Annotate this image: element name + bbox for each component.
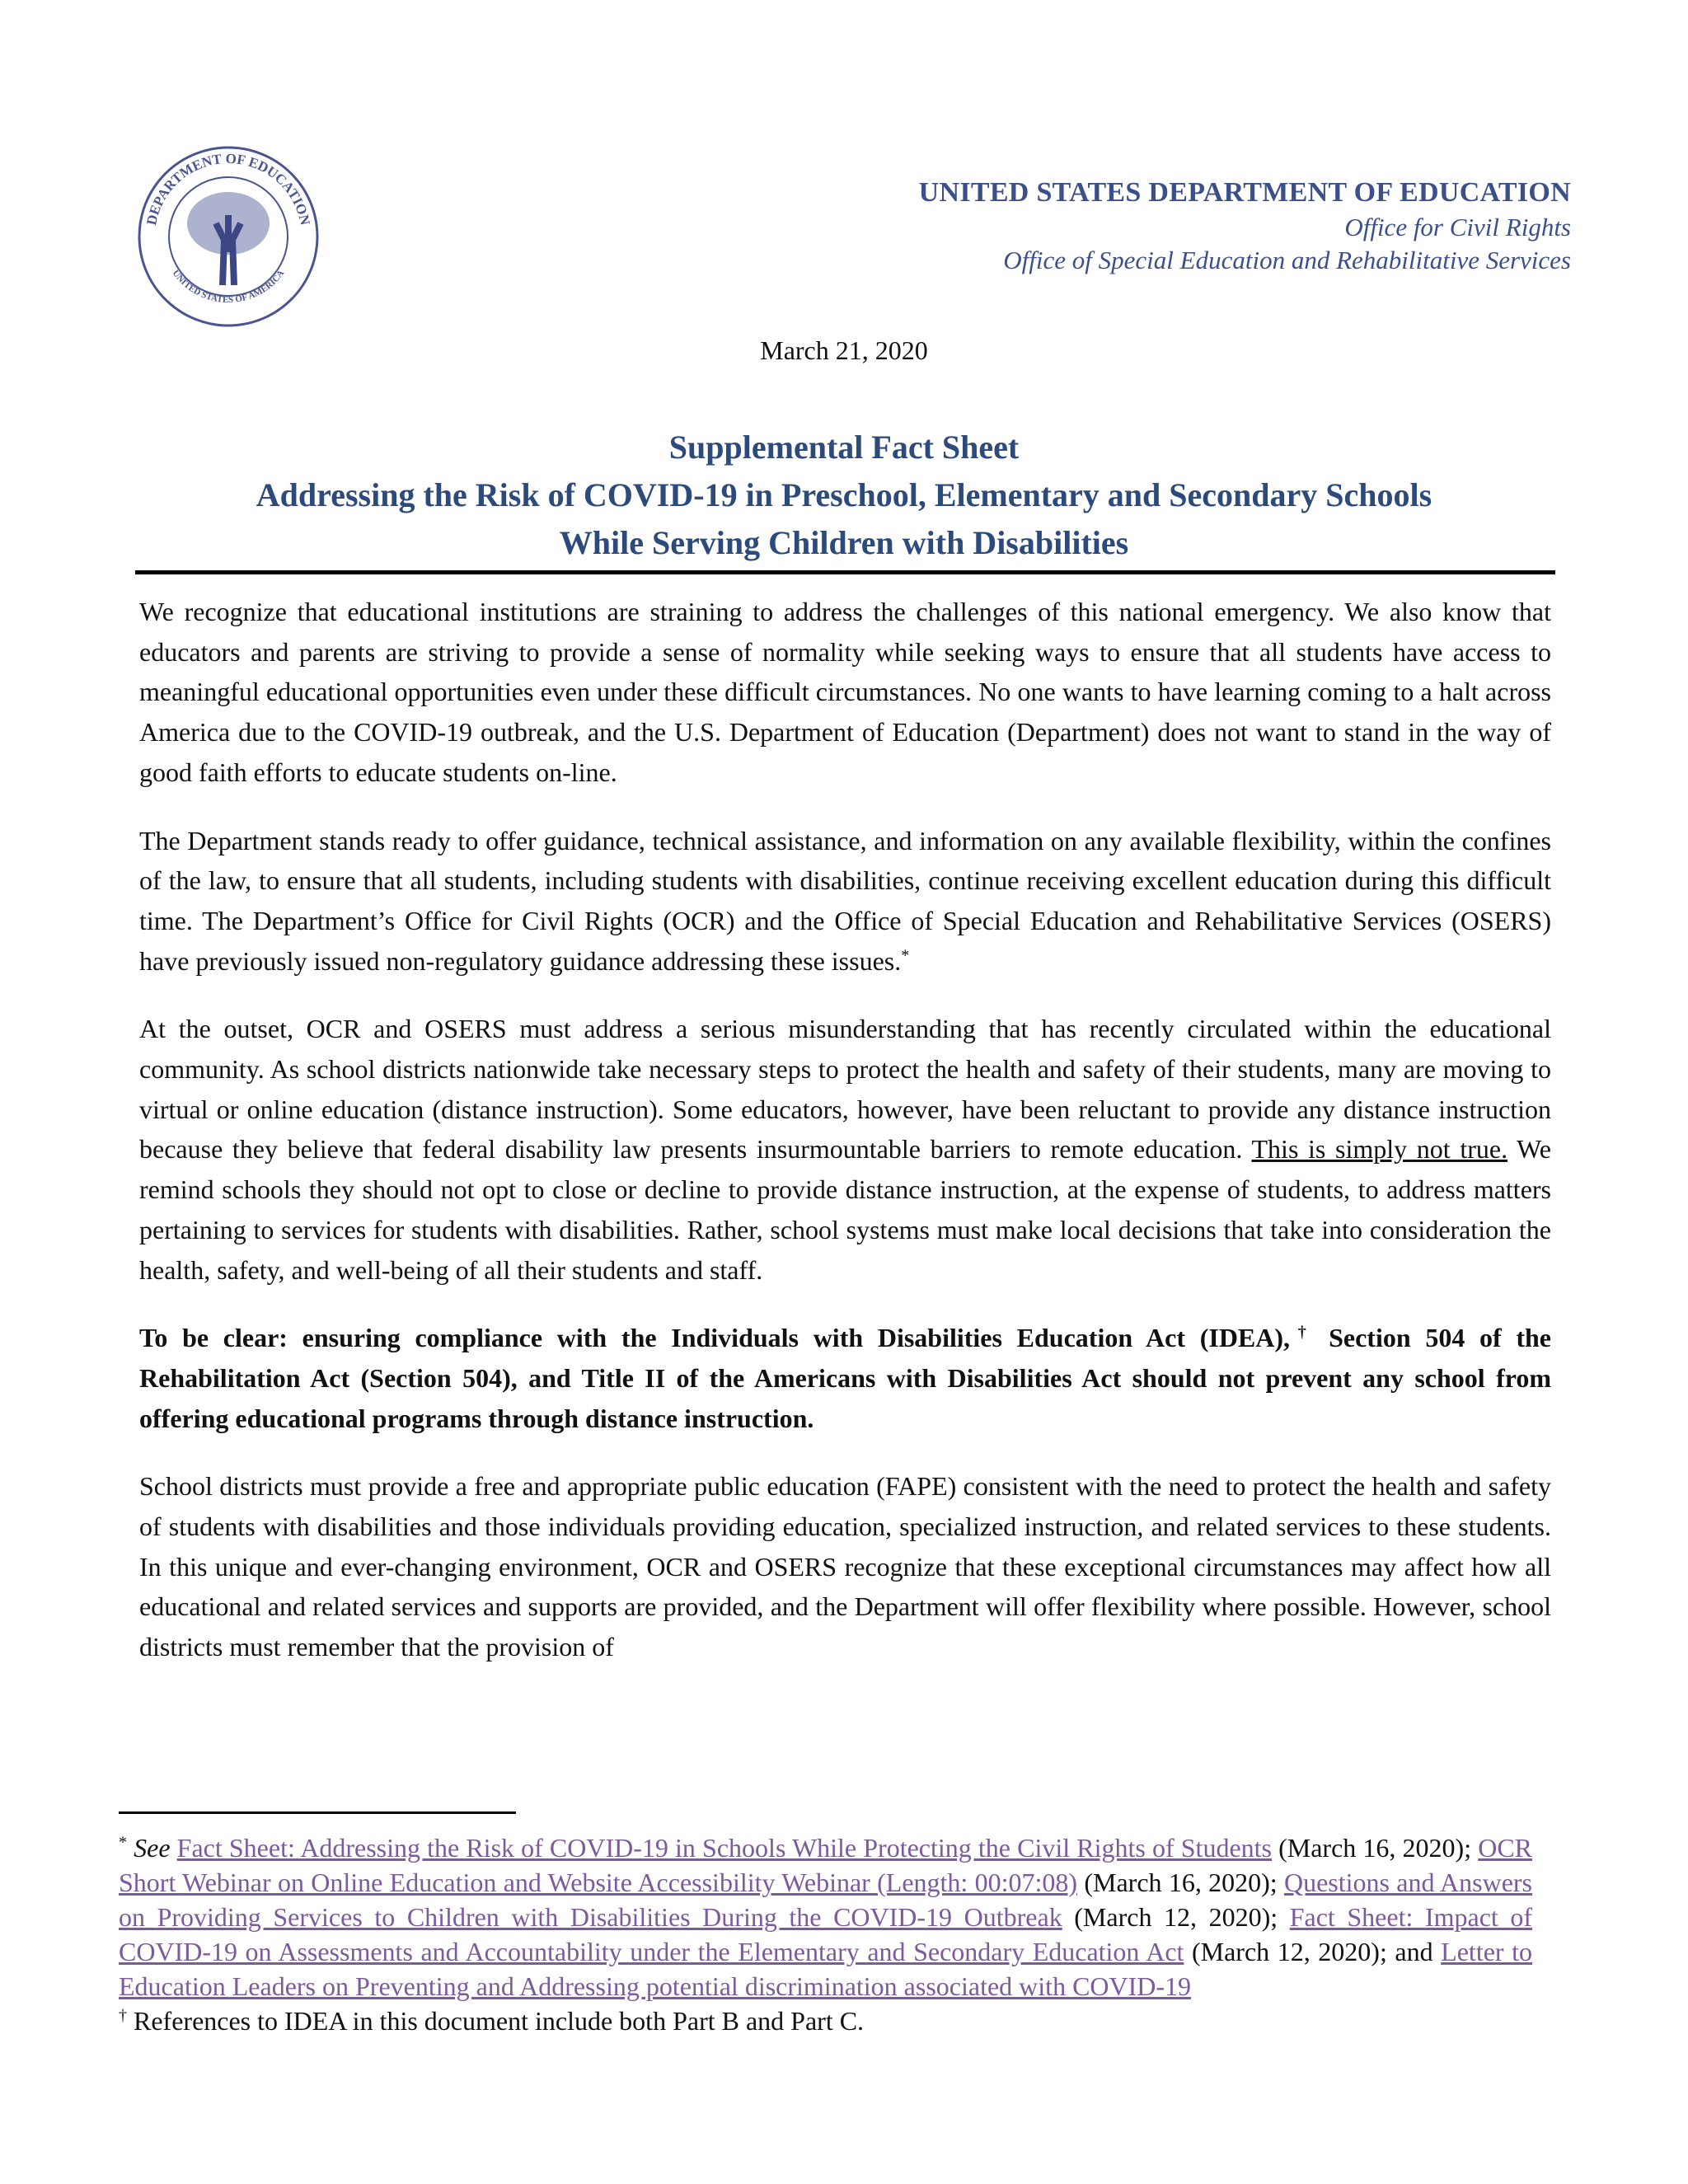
seal-top-text: DEPARTMENT OF EDUCATION	[143, 150, 313, 227]
link-ocr-webinar[interactable]: OCR Short Webinar on Online Education and Website Accessibility Webinar (Length: 00:07:08)	[119, 1833, 1532, 1897]
footnote-ref-1: *	[901, 945, 910, 964]
underlined-emphasis: This is simply not true.	[1251, 1134, 1508, 1165]
link-questions-and-answers[interactable]: Questions and Answers on Providing Services to Children with Disabilities During the COVID-19 Outbreak	[119, 1868, 1533, 1932]
footnote-2	[119, 2004, 1532, 2038]
link-letter-education-leaders[interactable]: Letter to Education Leaders on Preventing and Addressing potential discrimination associated with COVID-19	[119, 1937, 1533, 2001]
document-flow	[119, 592, 1553, 2038]
seal-bottom-text: UNITED STATES OF AMERICA	[170, 268, 287, 306]
footnote-date-4: (March 12, 2020); and	[1184, 1937, 1442, 1966]
title-divider	[135, 570, 1555, 574]
footnote-2-mark: †	[119, 2006, 127, 2025]
agency-header	[919, 175, 1571, 277]
see-label: See	[134, 1833, 171, 1863]
office-civil-rights: Office for Civil Rights	[1344, 213, 1571, 241]
title-line-1: Supplemental Fact Sheet	[668, 429, 1020, 466]
seal-icon	[137, 145, 320, 328]
title-line-2: Addressing the Risk of COVID-19 in Preschool, Elementary and Secondary Schools	[256, 476, 1432, 513]
department-of-education-seal	[137, 145, 320, 328]
footnote-1-mark: *	[119, 1833, 127, 1852]
paragraph-5: School districts must provide a free and appropriate public education (FAPE) consistent with the need to protect the health and safety of students with disabilities and those individuals providing education, specialized instruction, and related services to these students. In this unique and ever-changing environment, OCR and OSERS recognize that these exceptional circumstances may affect how all educational and related services and supports are provided, and the Department will offer flexibility where possible. However, school districts must remember that the provision of	[139, 1471, 1551, 1662]
paragraph-3-text-b: We remind schools they should not opt to close or decline to provide distance instruction, at the expense of students, to address matters pertaining to services for students with disabilities. Rather, school systems must make local decisions that take into consideration the health, safety, and well-being of all their students and staff.	[139, 1134, 1552, 1285]
paragraph-2	[139, 821, 1551, 982]
paragraph-1: We recognize that educational institutions are straining to address the challenges of this national emergency. We also know that educators and parents are striving to provide a sense of normality while seeking ways to ensure that all students have access to meaningful educational opportunities even under these difficult circumstances. No one wants to have learning coming to a halt across America due to the COVID-19 outbreak, and the U.S. Department of Education (Department) does not want to stand in the way of good faith efforts to educate students on-line.	[139, 597, 1551, 787]
footnote-date-3: (March 12, 2020);	[1062, 1902, 1290, 1932]
title-line-3: While Serving Children with Disabilities	[559, 524, 1129, 561]
document-body	[139, 592, 1551, 1779]
footnote-date-1: (March 16, 2020);	[1271, 1833, 1479, 1863]
footnotes	[119, 1830, 1532, 2038]
agency-name: UNITED STATES DEPARTMENT OF EDUCATION	[918, 177, 1571, 208]
link-fact-sheet-assessments[interactable]: Fact Sheet: Impact of COVID-19 on Assessments and Accountability under the Elementary and Secondary Education Act	[119, 1902, 1533, 1966]
document-date: March 21, 2020	[760, 335, 928, 365]
paragraph-4-bold	[139, 1318, 1551, 1438]
office-special-education: Office of Special Education and Rehabilitative Services	[1003, 246, 1571, 274]
svg-text:UNITED STATES OF AMERICA	[171, 269, 287, 305]
footnote-divider	[119, 1811, 516, 1814]
paragraph-2-text: The Department stands ready to offer guidance, technical assistance, and information on any available flexibility, within the confines of the law, to ensure that all students, including students with disabilities, continue receiving excellent education during this difficult time. The Department’s Office for Civil Rights (OCR) and the Office of Special Education and Rehabilitative Services (OSERS) have previously issued non-regulatory guidance addressing these issues.	[139, 825, 1551, 976]
paragraph-3-text-a: At the outset, OCR and OSERS must address a serious misunderstanding that has recently circulated within the educational community. As school districts nationwide take necessary steps to protect the health and safety of their students, many are moving to virtual or online education (distance instruction). Some educators, however, have been reluctant to provide any distance instruction because they believe that federal disability law presents insurmountable barriers to remote education.	[139, 1014, 1551, 1165]
paragraph-3	[139, 1009, 1551, 1290]
footnote-2-text: References to IDEA in this document include both Part B and Part C.	[127, 2006, 865, 2036]
link-fact-sheet-civil-rights[interactable]: Fact Sheet: Addressing the Risk of COVID-19 in Schools While Protecting the Civil Rights of Students	[176, 1833, 1272, 1863]
document-title	[0, 424, 1688, 567]
paragraph-4-text-a: To be clear: ensuring compliance with the Individuals with Disabilities Education Act (IDEA),	[139, 1323, 1291, 1353]
footnote-1	[119, 1830, 1532, 2004]
paragraph-4-text-b: Section 504 of the Rehabilitation Act (Section 504), and Title II of the Americans with Disabilities Act should not prevent any school from offering educational programs through distance instruction.	[139, 1323, 1552, 1433]
footnote-date-2: (March 16, 2020);	[1077, 1868, 1284, 1897]
footnote-ref-2: †	[1290, 1323, 1315, 1342]
